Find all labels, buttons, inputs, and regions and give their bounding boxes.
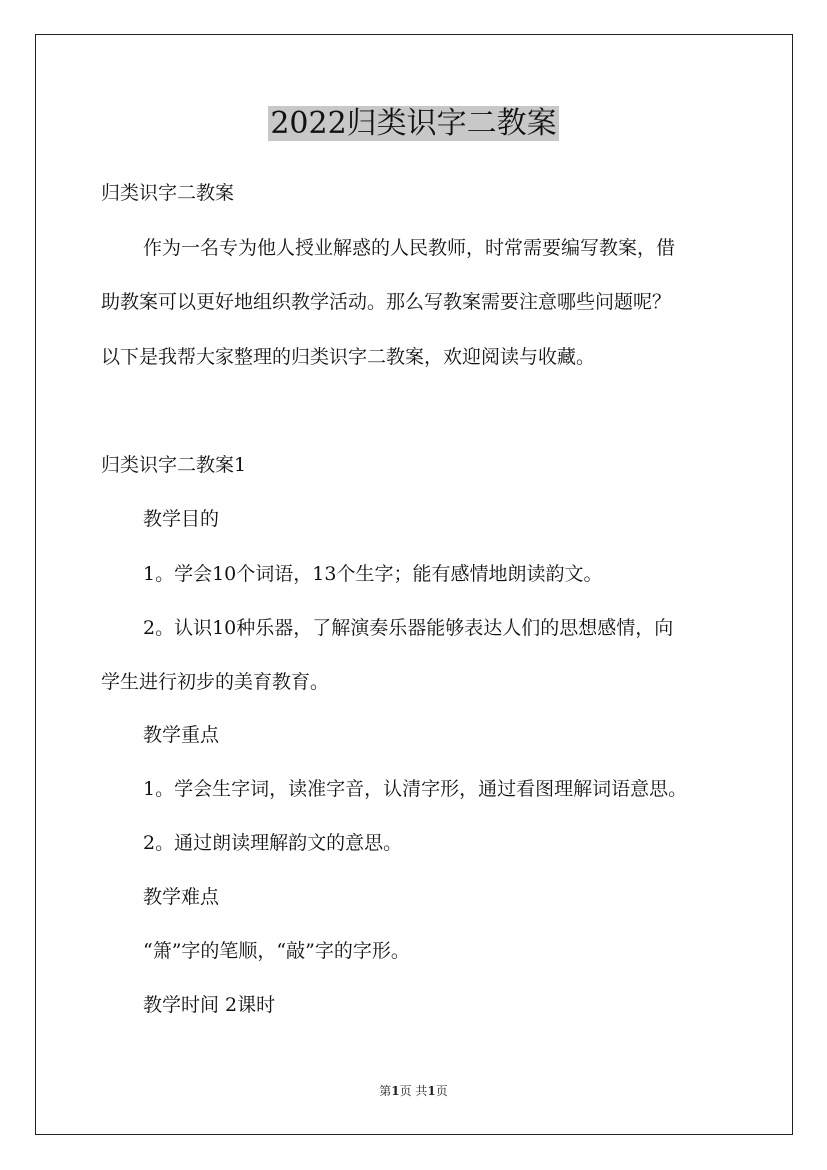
objective-item: 1。学会10个词语，13个生字；能有感情地朗读韵文。 bbox=[143, 563, 603, 585]
intro-paragraph-line: 以下是我帮大家整理的归类识字二教案，欢迎阅读与收藏。 bbox=[101, 346, 596, 368]
objective-item: 2。认识10种乐器，了解演奏乐器能够表达人们的思想感情，向 bbox=[143, 617, 674, 639]
teaching-time: 教学时间 2课时 bbox=[143, 994, 276, 1016]
page-total: 1 bbox=[427, 1084, 436, 1098]
page-prefix: 第 bbox=[379, 1084, 392, 1098]
intro-paragraph-line: 作为一名专为他人授业解惑的人民教师，时常需要编写教案，借 bbox=[143, 237, 676, 259]
page-footer bbox=[0, 1083, 827, 1099]
intro-paragraph-line: 助教案可以更好地组织教学活动。那么写教案需要注意哪些问题呢？ bbox=[101, 291, 672, 313]
page-mid: 页 共 bbox=[399, 1084, 428, 1098]
section-heading: 归类识字二教案1 bbox=[101, 454, 247, 476]
page-current: 1 bbox=[391, 1084, 400, 1098]
difficulty-item: “箫”字的笔顺，“敲”字的字形。 bbox=[143, 940, 410, 962]
document-title: 2022归类识字二教案 bbox=[270, 106, 557, 141]
key-point-item: 2。通过朗读理解韵文的意思。 bbox=[143, 832, 403, 854]
subheading-objectives: 教学目的 bbox=[143, 508, 220, 530]
intro-heading: 归类识字二教案 bbox=[101, 182, 235, 204]
subheading-key-points: 教学重点 bbox=[143, 724, 220, 746]
subheading-difficulties: 教学难点 bbox=[143, 886, 220, 908]
objective-item-continued: 学生进行初步的美育教育。 bbox=[101, 671, 330, 693]
page-suffix: 页 bbox=[435, 1084, 448, 1098]
key-point-item: 1。学会生字词，读准字音，认清字形，通过看图理解词语意思。 bbox=[143, 778, 688, 800]
